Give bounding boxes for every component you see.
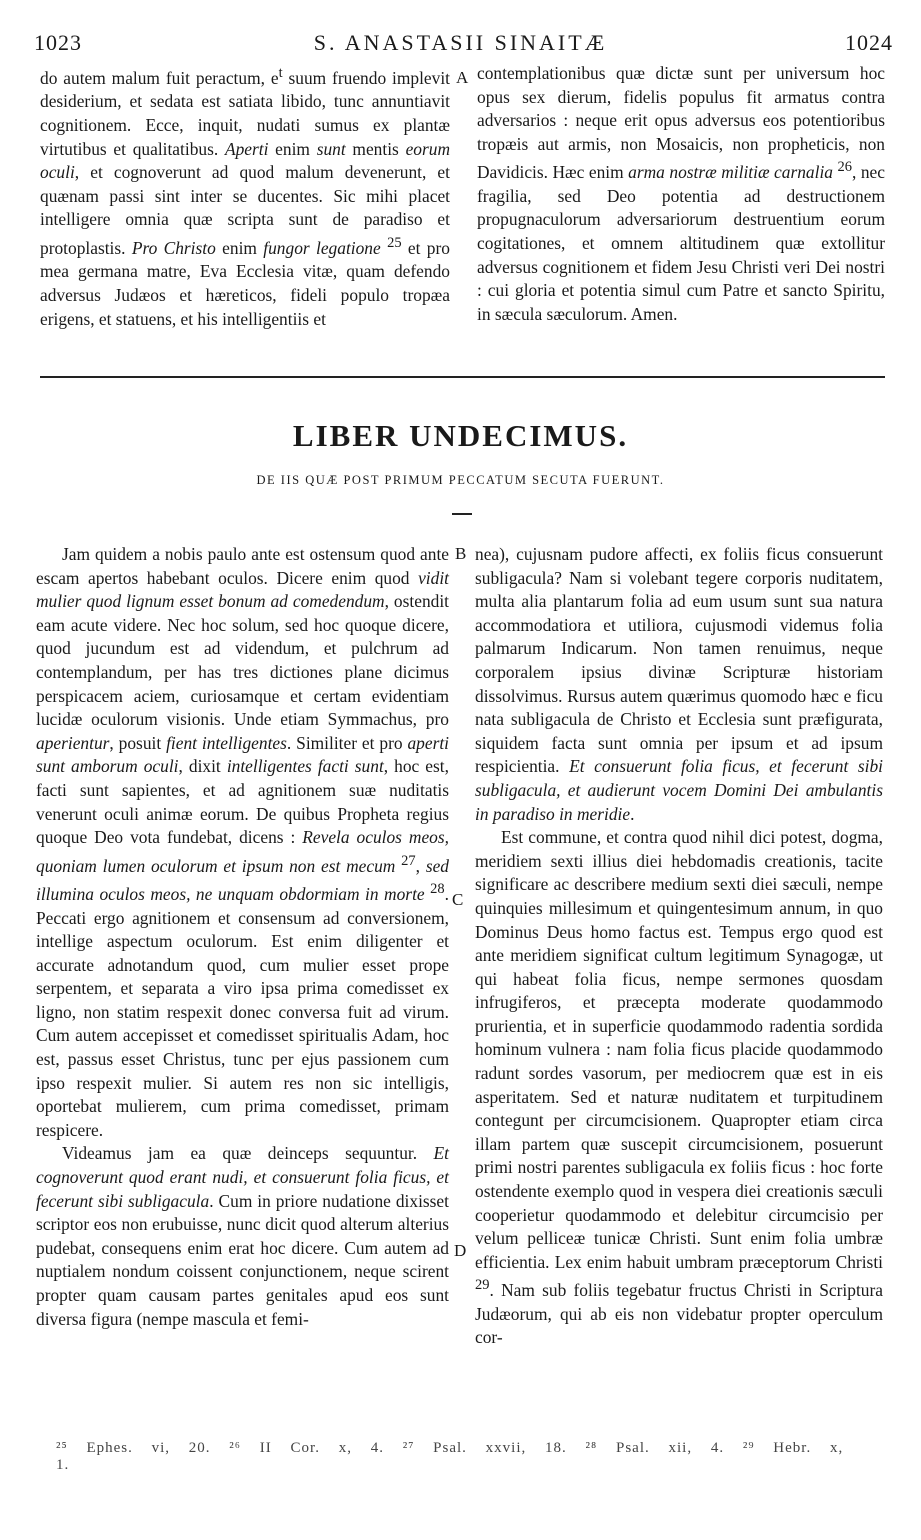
section-title: LIBER UNDECIMUS. [292,418,629,453]
title-dash [452,513,472,515]
paragraph: Videamus jam ea quæ deinceps sequuntur. Et cognoverunt quod erant nudi, et consuerunt folia ficus, et fecerunt sibi subligacula. Cum in priore nudatione dixisset scriptor eos non erubuisse, nunc dicit quod alterum alterius pudebat, consequens enim erat hoc dicere. Cum autem ad nuptialem nondum coissent conjunctionem, neque scirent propter quam causam partes genitales apud eos sunt diversa figura (nempe mascula et femi- [36,1143,449,1329]
top-left-text: do autem malum fuit peractum, $e^t$ suum fruendo implevit desiderium, et sedata est satiata libido, tunc annuntiavit cognitionem. Ecce, inquit, nudati sumus ex plantæ virtutibus et qualitatibus. Aperti enim sunt mentis eorum oculi, et cognoverunt ad quod malum devenerunt, et quænam passi sint inter se ducentes. Sic mihi placet intelligere omnia quæ scripta sunt de paradiso et protoplastis. Pro Christo enim fungor legatione $^{25}$ et pro mea germana matre, Eva Ecclesia vitæ, quam defendo adversus Judæos et hæreticos, fideli populo tropæa erigens, et statuens, et his intelligentiis et [40,65,450,329]
margin-letter-a: A [456,68,469,87]
paragraph: Jam quidem a nobis paulo ante est ostensum quod ante escam apertos habebant oculos. Dicere enim quod vidit mulier quod lignum esset bonum ad comedendum, ostendit eam acute videre. Nec hoc solum, sed hoc quoque dicere, quod jucundum est ad videndum, et pulchrum ad contemplandum, per has tres dictiones plane dicimus perspicacem aciem, curiosamque et certam evidentiam lucidæ oculorum visionis. Unde etiam Symmachus, pro aperientur, posuit fient intelligentes. Similiter et pro aperti sunt amborum oculi, dixit intelligentes facti sunt, hoc est, facti sunt sapientes, et ad agnitionem suæ nuditatis venerunt oculi animæ eorum. De quibus Propheta regius quoque Deo vota fundebat, dicens : Revela oculos meos, quoniam lumen oculorum et ipsum non est mecum $^{27}$, sed illumina oculos meos, ne unquam obdormiam in morte $^{28}$. Peccati ergo agnitionem et consensum ad conversionem, intellige aspectum oculorum. Est enim diligenter et accurate adnotandum quod, cum mulier esset prope serpentem, et separata a viro ipsa prima comedisset ex ligno, non statim respexit donec conversa fuit ad virum. Cum autem accepisset et comedisset spiritualis Adam, hoc est, passus esset Christus, tunc per ejus passionem cum ipso respexit mulier. Si autem res non sic intelligis, oportebat mulierem, cum prima comedisset, primam respicere. [36,544,449,1140]
footnotes: ²⁵ Ephes. vi, 20. ²⁶ II Cor. x, 4. ²⁷ Psal. xxvii, 18. ²⁸ Psal. xii, 4. ²⁹ Hebr. x, 1. [56,1440,844,1473]
page-number-right: 1024 [845,30,893,55]
top-right-text: contemplationibus quæ dictæ sunt per universum hoc opus sex dierum, fidelis populus fit armatus contra adversarios : neque erit opus adversus eos potentioribus tropæis aut armis, non Mosaicis, non propheticis, non Davidicis. Hæc enim arma nostræ militiæ carnalia $^{26}$, nec fragilia, sed Deo potentia ad destructionem propugnaculorum adversariorum destruentium eorum cogitationes, et omnem altitudinem quæ extollitur adversus cognitionem et fidem Jesu Christi veri Dei nostri : cui gloria et potentia simul cum Patre et sancto Spiritu, in sæcula sæculorum. Amen. [477,63,885,324]
margin-letter-c: C [452,890,464,909]
paragraph: Est commune, et contra quod nihil dici potest, dogma, meridiem sexti illius diei hebdomadis creationis, tacite significare ac describere medium sexti diei sæculi, nempe quinquies millesimum et quingentesimum annum, in quo Dominus Deus homo factus est. Tempus ergo quod est ante meridiem significat cultum legitimum Synagogæ, ut qui habeat folia ficus, nempe sermones quosdam infrugiferos, et præcepta moderate quodammodo prurientia, et in superficie quodammodo radentia sordida hominum vulnera : nam folia ficus placide quodammodo radunt sordes vasorum, per mediocrem quæ est in eis asperitatem. Sed et naturæ nuditatem et turpitudinem contegunt per circumcisionem. Quapropter etiam circa illam partem quæ suscepit circumcisionem, posuerunt primi nostri parentes subligacula ex foliis ficus : hoc forte ostendente exemplo quod in vespera diei creationis sæculi cooperietur quodammodo et delebitur circumcisio per velum pelliceæ tunicæ Christi. Sunt enim folia umbræ efficientia. Lex enim habuit umbram præceptorum Christi $^{29}$. Nam sub foliis tegebatur fructus Christi in Scriptura Judæorum, qui ab eis non videbatur propter operculum cor- [475,827,883,1348]
top-right-column [477,62,885,326]
section-divider [40,376,885,378]
margin-letter-b: B [455,544,467,563]
section-subtitle: DE IIS QUÆ POST PRIMUM PECCATUM SECUTA FUERUNT. [256,473,665,487]
paragraph: nea), cujusnam pudore affecti, ex foliis ficus consuerunt subligacula? Nam si volebant tegere corporis nuditatem, multa alia plantarum folia ad eum usum sunt sua natura accommodatiora et utiliora, cujusmodi videmus folia palmarum Indicarum. Non tamen renuimus, neque corporalem ipsius divinæ Scripturæ historiam dissolvimus. Rursus autem quærimus quomodo hæc e ficu nata subligacula de Christo et Ecclesia sunt præfigurata, siquidem facta sunt omnia per ipsum et ad ipsum respicientia. Et consuerunt folia ficus, et fecerunt sibi subligacula, et audierunt vocem Domini Dei ambulantis in paradiso in meridie. [475,544,883,824]
running-title: S. ANASTASII SINAITÆ [313,30,608,55]
margin-letter-d: D [454,1241,467,1260]
top-left-column [40,62,450,331]
main-left-column [36,543,449,1331]
main-right-column [475,543,883,1350]
page-number-left: 1023 [34,30,82,55]
